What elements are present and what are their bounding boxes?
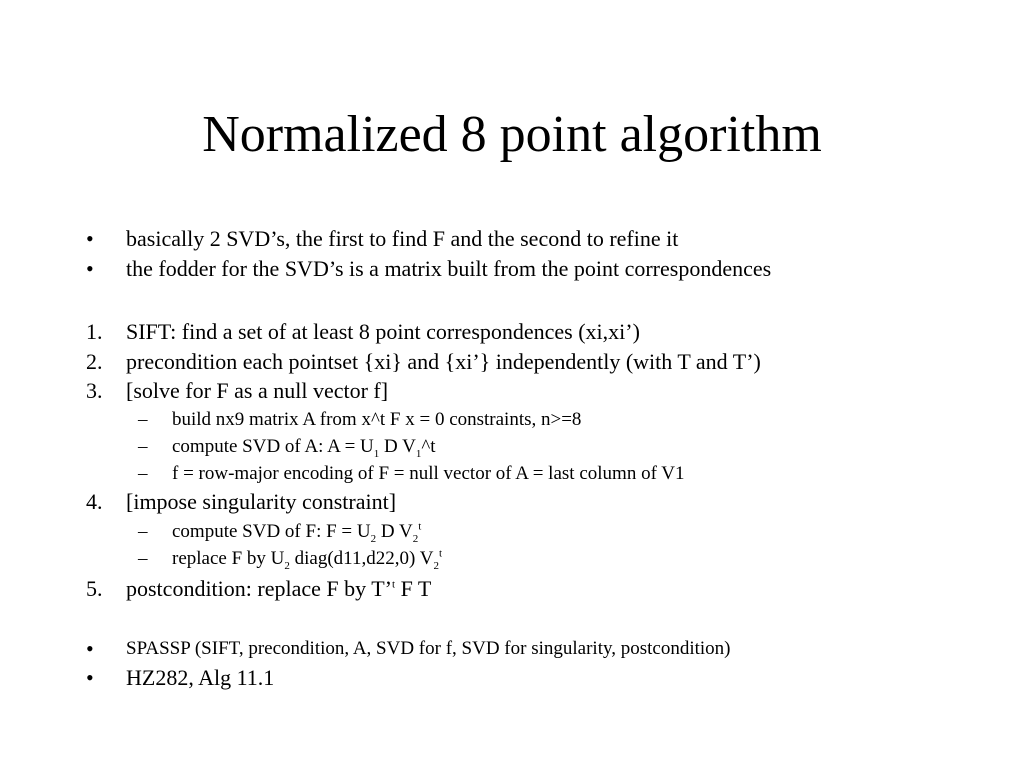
bullet-marker: • (86, 226, 94, 251)
step-number: 1. (86, 319, 103, 344)
sub-bullet-dash: – (138, 463, 148, 484)
sub-step-build-matrix: build nx9 matrix A from x^t F x = 0 constraints, n>=8 (172, 409, 582, 430)
bullet-svd-overview: basically 2 SVD’s, the first to find F and the second to refine it (126, 226, 679, 251)
bullet-svd-fodder: the fodder for the SVD’s is a matrix built from the point correspondences (126, 256, 772, 281)
bullet-reference: HZ282, Alg 11.1 (126, 665, 275, 690)
step-number: 5. (86, 576, 103, 601)
step-sift: SIFT: find a set of at least 8 point correspondences (xi,xi’) (126, 319, 640, 344)
slide-title: Normalized 8 point algorithm (202, 106, 822, 163)
bullet-marker: • (86, 636, 94, 661)
step-solve-null-vector: [solve for F as a null vector f] (126, 378, 389, 403)
sub-bullet-dash: – (138, 521, 148, 542)
bullet-spassp: SPASSP (SIFT, precondition, A, SVD for f, SVD for singularity, postcondition) (126, 638, 731, 659)
step-number: 2. (86, 349, 103, 374)
sub-bullet-dash: – (138, 409, 148, 430)
sub-step-replace-f: replace F by $U_2$ diag(d11,d22,0) $V_2^t$ (172, 547, 442, 572)
step-number: 4. (86, 489, 103, 514)
bullet-marker: • (86, 665, 94, 690)
sub-step-svd-of-a: compute SVD of A: $A = U_1$ D $V_1\^{}t$ (172, 436, 436, 460)
step-postcondition: postcondition: replace F by T’$^t$ F T (126, 576, 432, 601)
bullet-marker: • (86, 256, 94, 281)
step-impose-singularity: [impose singularity constraint] (126, 489, 397, 514)
sub-step-svd-of-f: compute SVD of F: $F = U_2$ D $V_2^t$ (172, 520, 422, 545)
sub-bullet-dash: – (138, 548, 148, 569)
step-number: 3. (86, 378, 103, 403)
sub-step-row-major-encoding: f = row-major encoding of F = null vector of A = last column of V1 (172, 463, 685, 484)
step-precondition: precondition each pointset {xi} and {xi’} independently (with T and T’) (126, 349, 761, 374)
sub-bullet-dash: – (138, 436, 148, 457)
